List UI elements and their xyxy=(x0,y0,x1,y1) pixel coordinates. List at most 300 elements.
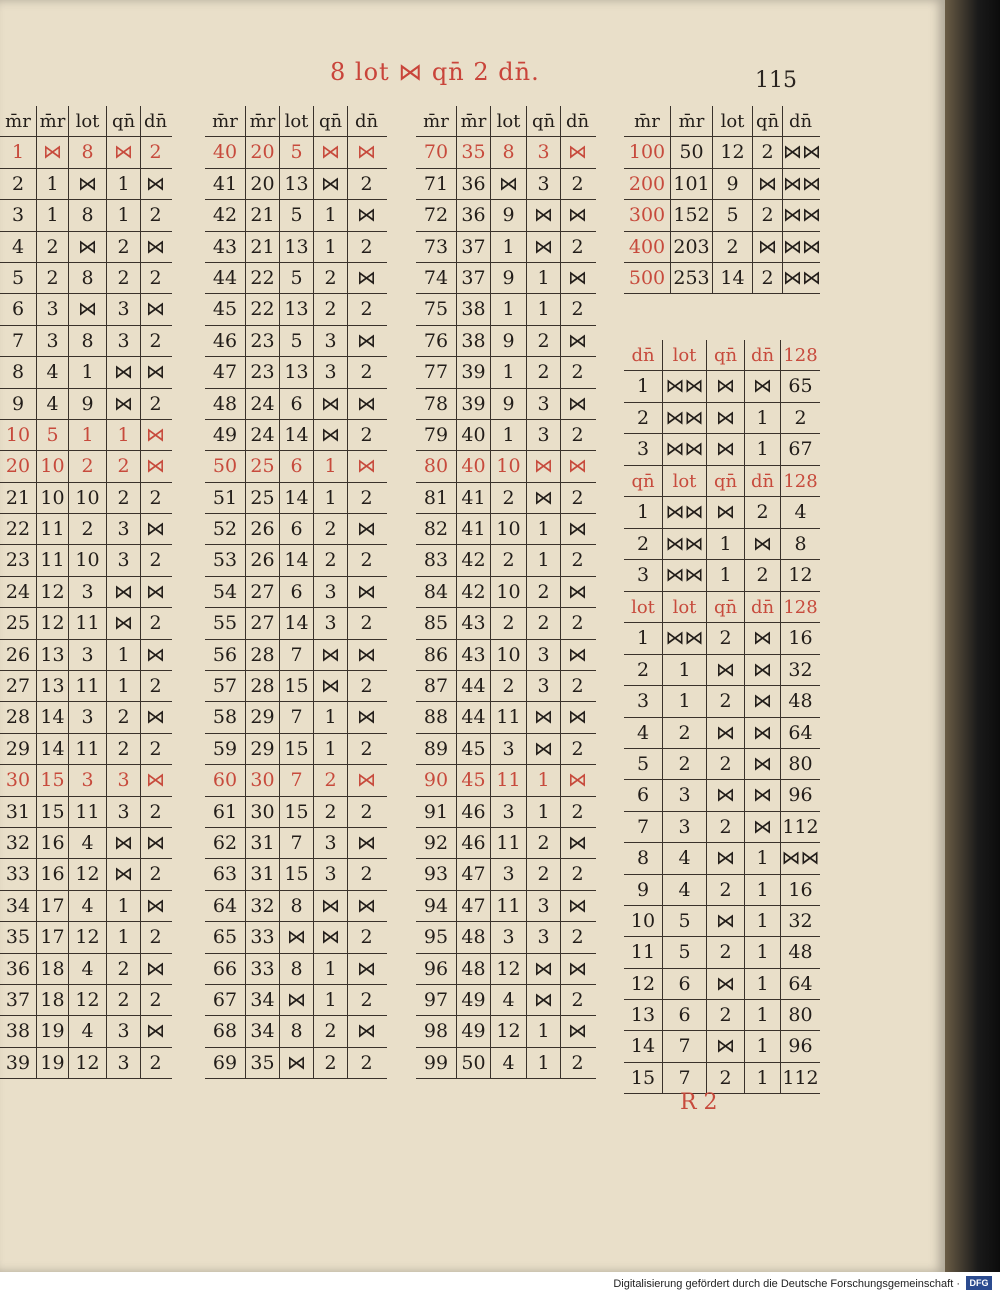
table-row xyxy=(0,1016,172,1047)
table-cell: 24 xyxy=(5,580,31,603)
table-cell: ⋈ xyxy=(140,1016,170,1046)
table-cell: ⋈ xyxy=(347,200,385,230)
table-cell: 13 xyxy=(279,169,313,199)
table-cell: 17 xyxy=(36,922,68,952)
table-cell: 2 xyxy=(140,608,170,638)
table-cell: dn̄ xyxy=(782,106,818,136)
table-cell: 1 xyxy=(526,294,560,324)
table-cell: 2 xyxy=(560,797,594,827)
table-cell: 2 xyxy=(347,545,385,575)
table-cell: 38 xyxy=(456,294,490,324)
table-cell: 28 xyxy=(245,640,279,670)
table-row xyxy=(205,483,387,514)
table-cell: 63 xyxy=(212,863,238,886)
table-cell: 86 xyxy=(423,643,449,666)
table-cell: 2 xyxy=(490,608,526,638)
table-cell: 9 xyxy=(11,392,25,415)
table-quintini xyxy=(624,466,820,592)
table-cell: 128 xyxy=(780,592,820,622)
footer-bar xyxy=(0,1272,1000,1296)
table-cell: 3 xyxy=(636,690,650,713)
table-cell: ⋈ xyxy=(706,906,744,936)
table-cell: 2 xyxy=(560,608,594,638)
table-cell: 20 xyxy=(245,137,279,167)
table-row xyxy=(205,734,387,765)
table-cell: 87 xyxy=(423,675,449,698)
table-header-row xyxy=(624,106,820,137)
table-cell: 24 xyxy=(245,420,279,450)
table-cell: qn̄ xyxy=(313,106,347,136)
table-cell: ⋈ xyxy=(106,357,140,387)
table-cell: 74 xyxy=(423,266,449,289)
table-cell: 2 xyxy=(560,922,594,952)
table-cell: lot xyxy=(712,106,752,136)
table-cell: 2 xyxy=(560,1048,594,1078)
table-row xyxy=(624,937,820,968)
table-cell: 95 xyxy=(423,926,449,949)
table-cell: ⋈ xyxy=(347,137,385,167)
table-cell: 8 xyxy=(780,529,820,559)
table-cell: ⋈ xyxy=(106,137,140,167)
table-row xyxy=(0,891,172,922)
table-row xyxy=(0,326,172,357)
table-cell: 64 xyxy=(212,894,238,917)
table-row xyxy=(416,514,596,545)
table-cell: 4 xyxy=(490,1048,526,1078)
table-row xyxy=(624,232,820,263)
table-cell: 27 xyxy=(245,577,279,607)
table-cell: 12 xyxy=(68,859,106,889)
table-cell: 16 xyxy=(36,828,68,858)
table-col-2 xyxy=(205,106,387,1079)
table-row xyxy=(624,169,820,200)
table-cell: ⋈ xyxy=(347,891,385,921)
table-cell: 3 xyxy=(526,671,560,701)
footer-credit: Digitalisierung gefördert durch die Deutsche Forschungsgemeinschaft · xyxy=(613,1278,960,1290)
table-cell: 12 xyxy=(36,577,68,607)
page-edge xyxy=(945,0,1000,1272)
table-cell: 112 xyxy=(780,1063,820,1093)
table-cell: 14 xyxy=(279,420,313,450)
table-row xyxy=(205,169,387,200)
table-row xyxy=(416,389,596,420)
table-cell: 1 xyxy=(744,434,780,464)
table-cell: 93 xyxy=(423,863,449,886)
dfg-logo: DFG xyxy=(966,1276,992,1290)
table-cell: 1 xyxy=(313,200,347,230)
table-cell: ⋈ xyxy=(106,389,140,419)
table-cell: 69 xyxy=(212,1051,238,1074)
table-cell: 2 xyxy=(636,658,650,681)
table-cell: 75 xyxy=(423,298,449,321)
table-cell: ⋈ xyxy=(706,780,744,810)
table-cell: 8 xyxy=(279,954,313,984)
table-cell: ⋈ xyxy=(140,828,170,858)
table-cell: ⋈ xyxy=(560,263,594,293)
table-cell: 49 xyxy=(456,1016,490,1046)
table-cell: 2 xyxy=(560,169,594,199)
table-cell: ⋈ xyxy=(752,169,782,199)
table-row xyxy=(205,263,387,294)
table-cell: 2 xyxy=(347,922,385,952)
table-cell: 13 xyxy=(36,671,68,701)
table-cell: 2 xyxy=(347,232,385,262)
table-row xyxy=(205,200,387,231)
table-cell: 8 xyxy=(68,137,106,167)
table-cell: 42 xyxy=(456,577,490,607)
table-cell: m̄r xyxy=(670,106,712,136)
table-row xyxy=(624,655,820,686)
table-cell: ⋈ xyxy=(560,765,594,795)
table-cell: 13 xyxy=(279,294,313,324)
table-row xyxy=(0,765,172,796)
table-cell: 29 xyxy=(245,702,279,732)
table-cell: 5 xyxy=(279,200,313,230)
table-cell: 1 xyxy=(313,483,347,513)
table-cell: 15 xyxy=(36,797,68,827)
table-cell: 23 xyxy=(5,549,31,572)
table-cell: 58 xyxy=(212,706,238,729)
table-cell: 12 xyxy=(68,1048,106,1078)
table-cell: 1 xyxy=(68,357,106,387)
table-cell: 2 xyxy=(347,859,385,889)
table-cell: ⋈⋈ xyxy=(782,169,818,199)
table-row xyxy=(624,1063,820,1094)
table-cell: 1 xyxy=(744,403,780,433)
table-cell: 99 xyxy=(423,1051,449,1074)
table-cell: 41 xyxy=(456,514,490,544)
table-cell: 1 xyxy=(106,891,140,921)
table-cell: dn̄ xyxy=(560,106,594,136)
table-cell: 4 xyxy=(36,357,68,387)
table-cell: 2 xyxy=(106,232,140,262)
table-cell: qn̄ xyxy=(106,106,140,136)
table-cell: 2 xyxy=(560,232,594,262)
table-cell: 5 xyxy=(279,137,313,167)
table-cell: 56 xyxy=(212,643,238,666)
table-cell: 2 xyxy=(106,451,140,481)
table-cell: 38 xyxy=(5,1020,31,1043)
table-cell: 2 xyxy=(140,263,170,293)
table-cell: 128 xyxy=(780,340,820,370)
table-row xyxy=(0,828,172,859)
table-cell: ⋈ xyxy=(744,623,780,653)
table-cell: 40 xyxy=(456,451,490,481)
table-cell: 6 xyxy=(11,298,25,321)
table-cell: 10 xyxy=(630,909,656,932)
table-cell: 7 xyxy=(279,702,313,732)
table-row xyxy=(624,137,820,168)
table-cell: 2 xyxy=(744,497,780,527)
table-cell: 33 xyxy=(245,954,279,984)
table-cell: 3 xyxy=(36,326,68,356)
table-cell: 1 xyxy=(706,529,744,559)
table-cell: 2 xyxy=(106,985,140,1015)
table-cell: 24 xyxy=(245,389,279,419)
table-cell: 76 xyxy=(423,329,449,352)
table-cell: 45 xyxy=(456,765,490,795)
table-cell: 12 xyxy=(68,922,106,952)
table-cell: 11 xyxy=(68,797,106,827)
table-cell: ⋈ xyxy=(140,514,170,544)
table-cell: ⋈ xyxy=(560,954,594,984)
table-row xyxy=(205,954,387,985)
table-cell: 88 xyxy=(423,706,449,729)
table-cell: 1 xyxy=(106,640,140,670)
table-cell: 49 xyxy=(456,985,490,1015)
table-cell: 25 xyxy=(245,451,279,481)
table-row xyxy=(624,497,820,528)
table-row xyxy=(205,828,387,859)
table-row xyxy=(205,640,387,671)
table-cell: 10 xyxy=(490,640,526,670)
table-cell: ⋈ xyxy=(313,640,347,670)
table-cell: ⋈ xyxy=(36,137,68,167)
table-row xyxy=(0,859,172,890)
table-row xyxy=(0,169,172,200)
table-cell: 2 xyxy=(490,483,526,513)
table-cell: 2 xyxy=(706,812,744,842)
table-cell: 2 xyxy=(347,608,385,638)
table-cell: 30 xyxy=(245,765,279,795)
table-cell: 2 xyxy=(313,514,347,544)
table-loth xyxy=(624,592,820,1094)
table-cell: ⋈ xyxy=(706,434,744,464)
table-row xyxy=(624,403,820,434)
table-cell: 2 xyxy=(526,608,560,638)
table-cell: 96 xyxy=(423,957,449,980)
table-cell: 2 xyxy=(347,985,385,1015)
table-cell: ⋈ xyxy=(560,577,594,607)
table-cell: 2 xyxy=(780,403,820,433)
table-cell: 2 xyxy=(140,483,170,513)
table-cell: dn̄ xyxy=(347,106,385,136)
table-cell: 51 xyxy=(212,486,238,509)
table-cell: ⋈⋈ xyxy=(662,497,706,527)
table-cell: 2 xyxy=(140,545,170,575)
table-cell: 4 xyxy=(36,389,68,419)
table-cell: 300 xyxy=(628,204,666,227)
table-cell: 1 xyxy=(106,922,140,952)
table-cell: 1 xyxy=(526,1016,560,1046)
table-cell: 5 xyxy=(712,200,752,230)
table-cell: 6 xyxy=(662,1000,706,1030)
table-cell: 112 xyxy=(780,812,820,842)
table-cell: 3 xyxy=(106,1048,140,1078)
table-cell: 3 xyxy=(490,797,526,827)
table-cell: 1 xyxy=(490,294,526,324)
table-row xyxy=(416,294,596,325)
table-cell: 2 xyxy=(313,294,347,324)
table-cell: 2 xyxy=(313,263,347,293)
table-cell: 12 xyxy=(630,972,656,995)
table-cell: 5 xyxy=(279,263,313,293)
table-cell: 4 xyxy=(636,721,650,744)
table-cell: 3 xyxy=(526,891,560,921)
table-row xyxy=(416,326,596,357)
table-cell: 3 xyxy=(68,577,106,607)
table-cell: 5 xyxy=(279,326,313,356)
table-row xyxy=(0,608,172,639)
table-cell: 14 xyxy=(36,702,68,732)
table-cell: ⋈⋈ xyxy=(782,232,818,262)
table-cell: 1 xyxy=(106,200,140,230)
table-cell: 14 xyxy=(630,1035,656,1058)
table-cell: 48 xyxy=(780,686,820,716)
table-cell: 2 xyxy=(68,514,106,544)
table-cell: 71 xyxy=(423,172,449,195)
table-cell: 70 xyxy=(423,141,449,164)
table-cell: 17 xyxy=(36,891,68,921)
table-cell: ⋈ xyxy=(313,420,347,450)
table-cell: ⋈ xyxy=(490,169,526,199)
table-row xyxy=(416,985,596,1016)
table-header-row xyxy=(205,106,387,137)
table-row xyxy=(205,859,387,890)
table-cell: 2 xyxy=(712,232,752,262)
table-cell: 31 xyxy=(245,828,279,858)
table-cell: 3 xyxy=(490,859,526,889)
table-cell: 37 xyxy=(456,232,490,262)
table-cell: 2 xyxy=(106,702,140,732)
table-cell: 2 xyxy=(106,734,140,764)
table-cell: m̄r xyxy=(212,111,238,132)
table-cell: ⋈ xyxy=(68,294,106,324)
table-cell: 25 xyxy=(5,612,31,635)
table-cell: 1 xyxy=(744,875,780,905)
table-row xyxy=(0,1048,172,1079)
table-cell: qn̄ xyxy=(706,466,744,496)
table-cell: 6 xyxy=(279,577,313,607)
table-cell: 14 xyxy=(279,545,313,575)
table-cell: 33 xyxy=(5,863,31,886)
table-cell: 3 xyxy=(662,812,706,842)
table-cell: 42 xyxy=(212,204,238,227)
table-cell: 11 xyxy=(490,891,526,921)
table-cell: 61 xyxy=(212,800,238,823)
table-row xyxy=(624,969,820,1000)
table-cell: ⋈ xyxy=(313,891,347,921)
table-cell: 5 xyxy=(662,906,706,936)
table-cell: ⋈ xyxy=(744,529,780,559)
table-cell: 3 xyxy=(106,1016,140,1046)
table-cell: 1 xyxy=(313,954,347,984)
table-cell: 78 xyxy=(423,392,449,415)
table-cell: dn̄ xyxy=(744,592,780,622)
table-row xyxy=(205,891,387,922)
table-cell: ⋈ xyxy=(526,734,560,764)
table-cell: ⋈ xyxy=(279,985,313,1015)
table-cell: 53 xyxy=(212,549,238,572)
table-row xyxy=(0,545,172,576)
table-cell: ⋈⋈ xyxy=(782,200,818,230)
table-cell: qn̄ xyxy=(752,106,782,136)
table-cell: 32 xyxy=(5,831,31,854)
table-cell: 3 xyxy=(106,797,140,827)
table-cell: 8 xyxy=(68,263,106,293)
table-cell: 5 xyxy=(636,752,650,775)
table-cell: 50 xyxy=(212,455,238,478)
table-cell: ⋈ xyxy=(347,514,385,544)
table-cell: 3 xyxy=(36,294,68,324)
table-row xyxy=(416,577,596,608)
table-cell: 2 xyxy=(526,357,560,387)
table-cell: 2 xyxy=(560,294,594,324)
table-cell: ⋈ xyxy=(347,577,385,607)
table-cell: 29 xyxy=(245,734,279,764)
table-cell: 3 xyxy=(11,204,25,227)
table-cell: 40 xyxy=(456,420,490,450)
table-cell: 8 xyxy=(636,847,650,870)
table-cell: 152 xyxy=(670,200,712,230)
table-cell: 59 xyxy=(212,737,238,760)
table-row xyxy=(416,420,596,451)
table-row xyxy=(205,294,387,325)
table-row xyxy=(0,263,172,294)
table-cell: 10 xyxy=(490,514,526,544)
table-row xyxy=(416,137,596,168)
table-cell: ⋈ xyxy=(313,389,347,419)
table-cell: 50 xyxy=(670,137,712,167)
table-cell: 2 xyxy=(526,577,560,607)
table-cell: 3 xyxy=(313,828,347,858)
table-cell: 30 xyxy=(5,769,31,792)
table-row xyxy=(205,671,387,702)
table-cell: 44 xyxy=(212,266,238,289)
table-cell: 9 xyxy=(490,263,526,293)
table-cell: qn̄ xyxy=(706,340,744,370)
table-cell: ⋈ xyxy=(347,954,385,984)
table-cell: 4 xyxy=(68,828,106,858)
table-denari xyxy=(624,340,820,466)
table-cell: 1 xyxy=(313,985,347,1015)
table-cell: ⋈ xyxy=(706,497,744,527)
table-cell: 33 xyxy=(245,922,279,952)
table-row xyxy=(416,169,596,200)
table-cell: 3 xyxy=(526,640,560,670)
table-cell: 50 xyxy=(456,1048,490,1078)
table-cell: 4 xyxy=(662,875,706,905)
page-header: 8 lot ⋈ qn̄ 2 dn̄. xyxy=(330,58,540,86)
table-cell: 11 xyxy=(68,608,106,638)
table-cell: 43 xyxy=(456,608,490,638)
table-cell: ⋈ xyxy=(706,655,744,685)
table-cell: 34 xyxy=(5,894,31,917)
table-cell: 3 xyxy=(313,608,347,638)
table-cell: ⋈ xyxy=(140,357,170,387)
table-row xyxy=(416,1016,596,1047)
table-cell: 2 xyxy=(313,797,347,827)
table-row xyxy=(0,389,172,420)
table-cell: 66 xyxy=(212,957,238,980)
table-cell: 22 xyxy=(245,263,279,293)
table-cell: 32 xyxy=(780,655,820,685)
table-cell: ⋈ xyxy=(347,702,385,732)
table-row xyxy=(416,608,596,639)
table-cell: ⋈⋈ xyxy=(662,560,706,590)
table-cell: 1 xyxy=(313,702,347,732)
table-cell: 12 xyxy=(490,954,526,984)
table-cell: 2 xyxy=(347,1048,385,1078)
table-cell: 23 xyxy=(245,326,279,356)
table-cell: 4 xyxy=(68,954,106,984)
table-cell: 10 xyxy=(5,423,31,446)
table-cell: dn̄ xyxy=(631,345,655,366)
table-cell: 23 xyxy=(245,357,279,387)
table-cell: 1 xyxy=(526,1048,560,1078)
table-cell: ⋈ xyxy=(560,514,594,544)
table-cell: 9 xyxy=(490,326,526,356)
